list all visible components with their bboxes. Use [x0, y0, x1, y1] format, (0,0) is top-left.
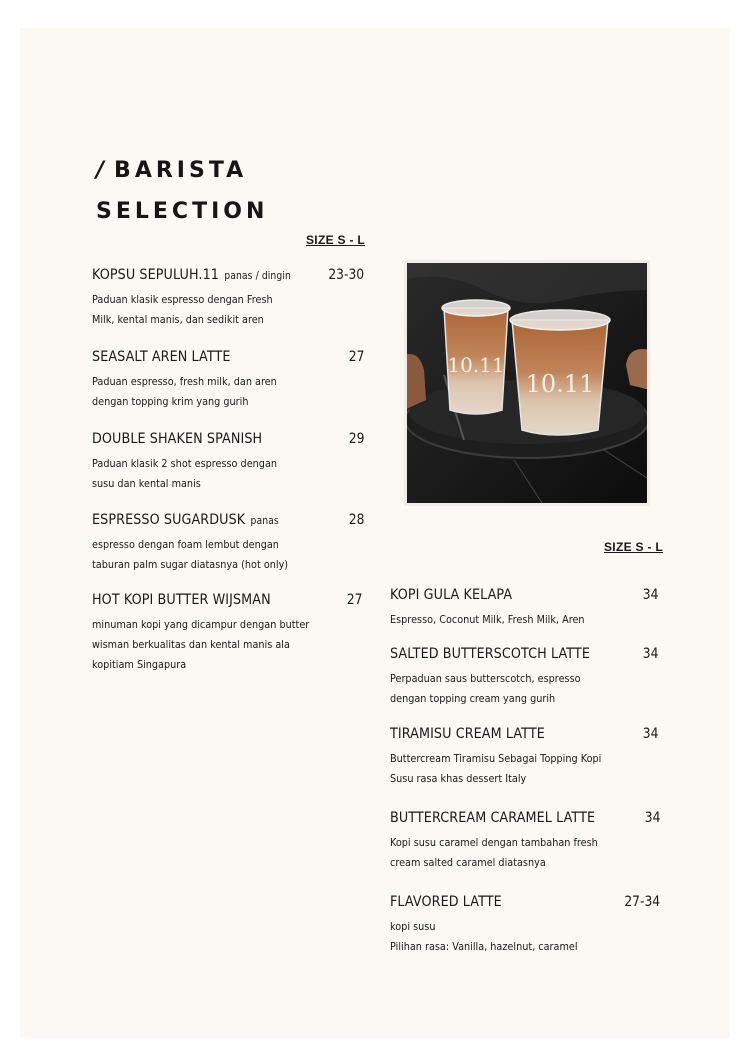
menu-item-kopsu-sepuluh	[92, 267, 364, 330]
item-price: 23-30	[328, 267, 364, 283]
section-title	[96, 150, 268, 232]
item-description: Kopi susu caramel dengan tambahan fresh cream salted caramel diatasnya	[390, 836, 598, 869]
title-line-1: BARISTA	[114, 158, 248, 183]
item-name: FLAVORED LATTE	[390, 894, 502, 910]
menu-item-espresso-sugardusk	[92, 512, 364, 575]
item-price: 29	[348, 431, 364, 447]
size-label-left: SIZE S - L	[306, 233, 366, 247]
item-note: panas / dingin	[224, 270, 291, 282]
cup-logo: 10.11	[447, 353, 505, 377]
item-name: KOPI GULA KELAPA	[390, 587, 513, 603]
menu-item-flavored-latte	[390, 894, 660, 957]
menu-item-double-shaken-spanish	[92, 431, 364, 494]
item-price: 34	[642, 646, 658, 662]
photo-torn-border	[404, 260, 650, 506]
item-price: 27	[348, 349, 364, 365]
item-price: 27-34	[624, 894, 660, 910]
item-name: TIRAMISU CREAM LATTE	[390, 726, 545, 742]
item-name: HOT KOPI BUTTER WIJSMAN	[92, 592, 271, 608]
item-name: ESPRESSO SUGARDUSK panas	[92, 512, 279, 528]
item-name: SALTED BUTTERSCOTCH LATTE	[390, 646, 590, 662]
item-name: DOUBLE SHAKEN SPANISH	[92, 431, 263, 447]
item-price: 27	[346, 592, 362, 608]
title-slash: /	[96, 158, 109, 183]
menu-item-salted-butterscotch-latte	[390, 646, 658, 709]
item-description: Perpaduan saus butterscotch, espresso dengan topping cream yang gurih	[390, 672, 581, 705]
item-name: BUTTERCREAM CARAMEL LATTE	[390, 810, 596, 826]
item-description: espresso dengan foam lembut dengan taburan palm sugar diatasnya (hot only)	[92, 538, 289, 571]
cup-logo: 10.11	[525, 370, 595, 398]
menu-item-buttercream-caramel-latte	[390, 810, 660, 873]
menu-item-tiramisu-cream-latte	[390, 726, 658, 789]
item-description: Paduan klasik 2 shot espresso dengan susu dan kental manis	[92, 457, 278, 490]
title-line-2: SELECTION	[96, 199, 269, 224]
coffee-photo	[404, 260, 650, 506]
item-description: Buttercream Tiramisu Sebagai Topping Kopi Susu rasa khas dessert Italy	[390, 752, 602, 785]
item-price: 34	[642, 726, 658, 742]
item-note: panas	[250, 515, 279, 527]
item-description: minuman kopi yang dicampur dengan butter wisman berkualitas dan kental manis ala kopitiam Singapura	[92, 618, 310, 671]
item-name: SEASALT AREN LATTE	[92, 349, 231, 365]
item-name: KOPSU SEPULUH.11 panas / dingin	[92, 267, 291, 283]
item-price: 28	[348, 512, 364, 528]
item-price: 34	[644, 810, 660, 826]
menu-item-kopi-gula-kelapa	[390, 587, 658, 630]
item-description: Espresso, Coconut Milk, Fresh Milk, Aren	[390, 613, 585, 626]
item-description: kopi susu Pilihan rasa: Vanilla, hazelnut, caramel	[390, 920, 578, 953]
menu-item-seasalt-aren-latte	[92, 349, 364, 412]
item-price: 34	[642, 587, 658, 603]
item-description: Paduan espresso, fresh milk, dan aren dengan topping krim yang gurih	[92, 375, 277, 408]
item-description: Paduan klasik espresso dengan Fresh Milk, kental manis, dan sedikit aren	[92, 293, 273, 326]
menu-item-hot-kopi-butter-wijsman	[92, 592, 362, 675]
size-label-right: SIZE S - L	[604, 540, 664, 554]
